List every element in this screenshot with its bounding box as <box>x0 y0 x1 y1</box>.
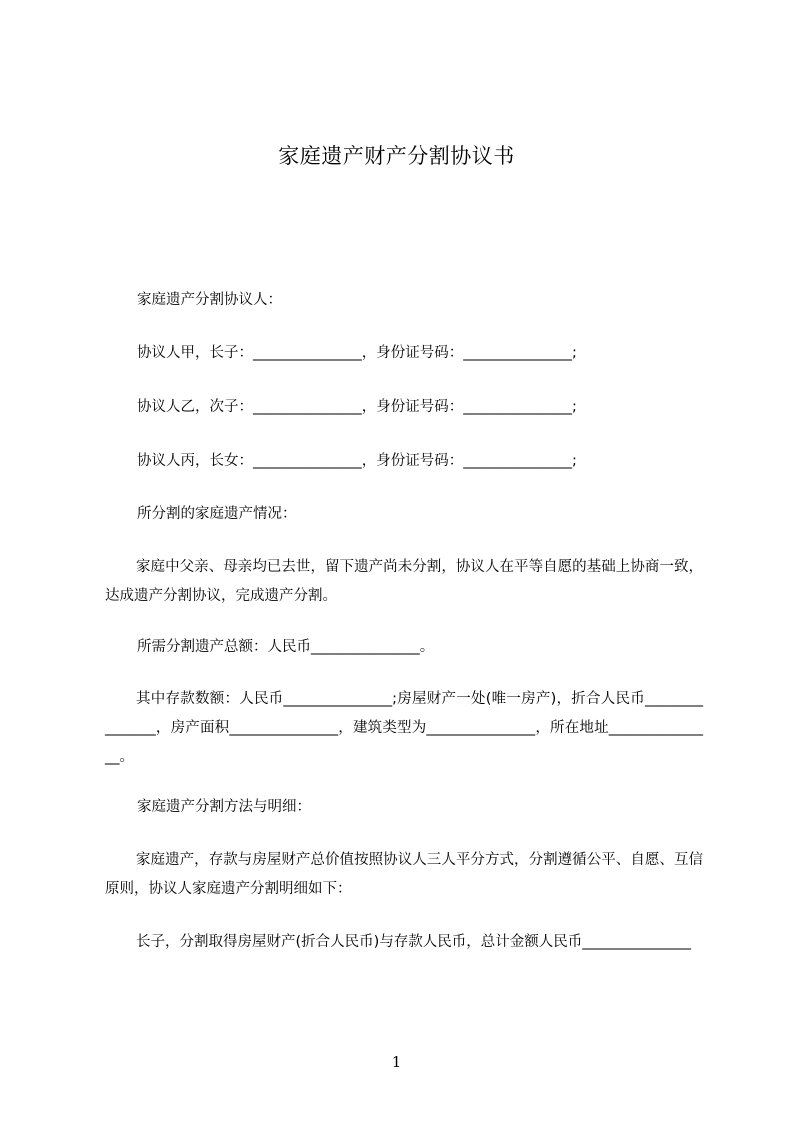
total-amount-line: 所需分割遗产总额：人民币_______________。 <box>137 639 435 655</box>
method-description: 家庭遗产，存款与房屋财产总价值按照协议人三人平分方式，分割遵循公平、自愿、互信原则，协议人家庭遗产分割明细如下： <box>105 852 703 897</box>
parties-heading: 家庭遗产分割协议人： <box>137 292 282 308</box>
party-a-line: 协议人甲，长子：_______________，身份证号码：_______________; <box>137 345 577 361</box>
party-c-line: 协议人丙，长女：_______________，身份证号码：_______________; <box>137 453 577 469</box>
estate-description: 家庭中父亲、母亲均已去世，留下遗产尚未分割，协议人在平等自愿的基础上协商一致，达成遗产分割协议，完成遗产分割。 <box>105 559 703 604</box>
page-number: 1 <box>391 1053 402 1071</box>
estate-details-paragraph: 其中存款数额：人民币_______________;房屋财产一处(唯一房产)，折合人民币_______________，房产面积_______________，建筑类型为_______________，所在地址_______________。 <box>105 691 703 765</box>
method-heading: 家庭遗产分割方法与明细： <box>137 799 311 815</box>
document-title: 家庭遗产财产分割协议书 <box>278 144 515 168</box>
estate-heading: 所分割的家庭遗产情况： <box>137 506 297 522</box>
eldest-son-line: 长子，分割取得房屋财产(折合人民币)与存款人民币，总计金额人民币_______________ <box>136 934 692 950</box>
party-b-line: 协议人乙，次子：_______________，身份证号码：_______________; <box>137 399 577 415</box>
